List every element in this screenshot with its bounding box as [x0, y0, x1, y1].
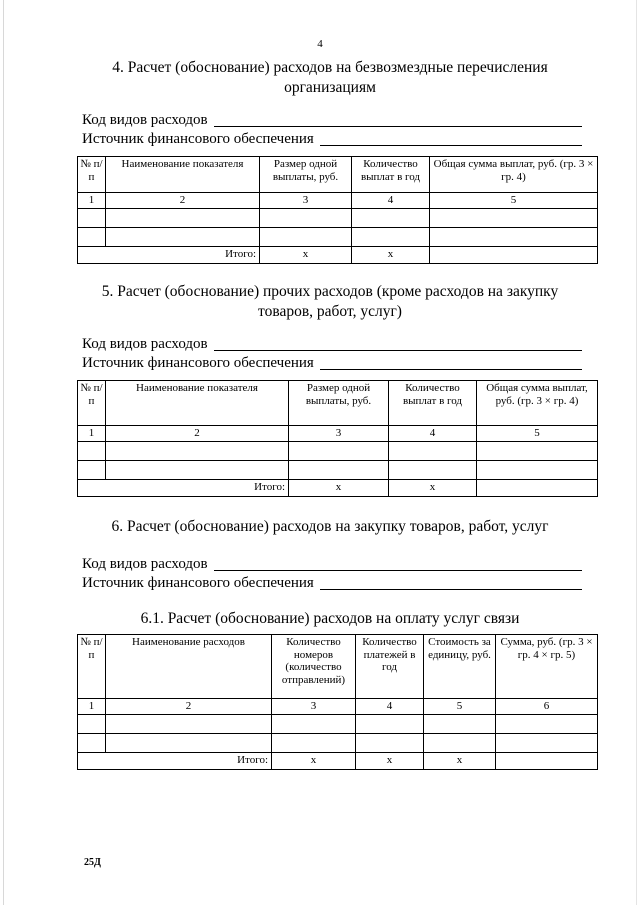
section-4-source-field [82, 130, 582, 149]
header-cell: Общая сумма выплат, руб. (гр. 3 × гр. 4) [477, 381, 598, 426]
source-input-line[interactable] [320, 588, 582, 590]
header-cell: № п/п [78, 635, 106, 699]
header-cell: Количество выплат в год [352, 157, 430, 193]
code-input-line[interactable] [214, 349, 582, 351]
number-cell: 3 [289, 426, 389, 442]
table-row [78, 209, 598, 228]
section-5-title: 5. Расчет (обоснование) прочих расходов (кроме расходов на закупку товаров, работ, услуг) [101, 283, 559, 320]
number-cell: 2 [106, 193, 260, 209]
code-label: Код видов расходов [82, 336, 208, 352]
table-row [78, 442, 598, 461]
number-cell: 6 [496, 699, 598, 715]
header-cell: № п/п [78, 157, 106, 193]
number-cell: 2 [106, 426, 289, 442]
x-cell: х [424, 753, 496, 770]
number-cell: 3 [260, 193, 352, 209]
number-cell: 1 [78, 426, 106, 442]
code-label: Код видов расходов [82, 556, 208, 572]
number-cell: 1 [78, 699, 106, 715]
number-cell: 2 [106, 699, 272, 715]
section-4-title: 4. Расчет (обоснование) расходов на безвозмездные перечисления организациям [112, 59, 548, 96]
header-cell: Размер одной выплаты, руб. [289, 381, 389, 426]
x-cell: х [289, 480, 389, 497]
section-6-title: 6. Расчет (обоснование) расходов на закупку товаров, работ, услуг [111, 518, 549, 535]
header-cell: Наименование расходов [106, 635, 272, 699]
total-row [78, 480, 598, 497]
source-input-line[interactable] [320, 144, 582, 146]
section-5-code-field [82, 335, 582, 354]
number-cell: 5 [477, 426, 598, 442]
table-row [78, 734, 598, 753]
x-cell: х [272, 753, 356, 770]
header-cell: Стоимость за единицу, руб. [424, 635, 496, 699]
header-cell: Количество выплат в год [389, 381, 477, 426]
code-input-line[interactable] [214, 569, 582, 571]
source-input-line[interactable] [320, 368, 582, 370]
total-label: Итого: [78, 753, 272, 770]
section-6-code-field [82, 555, 582, 574]
number-cell: 4 [389, 426, 477, 442]
footer-code: 25Д [84, 857, 101, 868]
source-label: Источник финансового обеспечения [82, 131, 314, 147]
number-cell: 4 [356, 699, 424, 715]
x-cell: х [356, 753, 424, 770]
number-cell: 4 [352, 193, 430, 209]
section-5-source-field [82, 354, 582, 373]
section-6-1-table [77, 634, 598, 770]
header-cell: Количество платежей в год [356, 635, 424, 699]
section-4-table [77, 156, 598, 264]
total-row [78, 247, 598, 264]
header-cell: Количество номеров (количество отправлений) [272, 635, 356, 699]
table-row [78, 715, 598, 734]
code-input-line[interactable] [214, 125, 582, 127]
source-label: Источник финансового обеспечения [82, 575, 314, 591]
number-cell: 5 [424, 699, 496, 715]
header-cell: Наименование показателя [106, 381, 289, 426]
section-6-1-title: 6.1. Расчет (обоснование) расходов на оплату услуг связи [140, 610, 520, 627]
section-4-code-field [82, 111, 582, 130]
x-cell: х [352, 247, 430, 264]
number-cell: 3 [272, 699, 356, 715]
code-label: Код видов расходов [82, 112, 208, 128]
header-cell: Наименование показателя [106, 157, 260, 193]
header-cell: № п/п [78, 381, 106, 426]
header-cell: Сумма, руб. (гр. 3 × гр. 4 × гр. 5) [496, 635, 598, 699]
section-5-table [77, 380, 598, 497]
section-6-source-field [82, 574, 582, 593]
page-number: 4 [317, 38, 323, 50]
table-row [78, 228, 598, 247]
header-cell: Размер одной выплаты, руб. [260, 157, 352, 193]
total-row [78, 753, 598, 770]
number-cell: 5 [430, 193, 598, 209]
total-label: Итого: [78, 480, 289, 497]
x-cell: х [389, 480, 477, 497]
x-cell: х [260, 247, 352, 264]
total-label: Итого: [78, 247, 260, 264]
table-row [78, 461, 598, 480]
number-cell: 1 [78, 193, 106, 209]
source-label: Источник финансового обеспечения [82, 355, 314, 371]
header-cell: Общая сумма выплат, руб. (гр. 3 × гр. 4) [430, 157, 598, 193]
